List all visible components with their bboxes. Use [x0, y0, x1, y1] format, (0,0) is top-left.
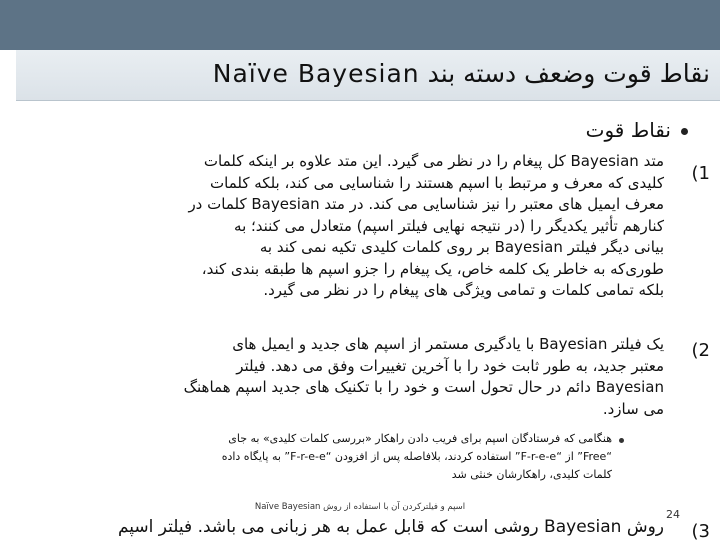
slide-footer: اسپم و فیلترکردن آن با استفاده از روش Naïve Bayesian — [254, 502, 466, 512]
item-1-line: معرف ایمیل های معتبر را نیز شناسایی می کند. در متد Bayesian کلمات در — [188, 195, 664, 213]
title-bar — [16, 50, 720, 101]
item-1-line: متد Bayesian کل پیغام را در نظر می گیرد. این متد علاوه بر اینکه کلمات — [203, 152, 664, 170]
sub-bullet-line: “Free” از “F-r-e-e” استفاده کردند، بلافاصله پس از افزودن “F-r-e-e” به پایگاه داده — [221, 450, 612, 463]
item-1-line: طوری‌که به خاطر یک کلمه خاص، یک پیغام را جزو اسپم ها طبقه بندی کند، — [201, 259, 664, 278]
item-1-text — [24, 151, 664, 302]
item-1-line: کلیدی که معرف و مرتبط با اسپم هستند را شناسایی می کند، بلکه کلمات — [210, 173, 664, 192]
slide-title — [213, 59, 710, 88]
slide-title-en: Naïve Bayesian — [212, 59, 420, 88]
item-1-line: بیانی دیگر فیلتر Bayesian بر روی کلمات کلیدی تکیه نمی کند به — [259, 238, 664, 256]
item-1-line: بلکه تمامی کلمات و تمامی ویژگی های پیغام را در نظر می گیرد. — [263, 281, 664, 299]
sub-bullet-line: هنگامی که فرستادگان اسپم برای فریب دادن راهکار «بررسی کلمات کلیدی» به جای — [228, 432, 612, 445]
sub-bullet-line: کلمات کلیدی، راهکارشان خنثی شد — [451, 468, 612, 481]
sub-bullet-text — [42, 430, 612, 484]
sub-bullet-icon — [619, 438, 624, 443]
bullet-icon — [681, 128, 688, 135]
header-band — [0, 0, 720, 50]
item-number-1: (1 — [691, 163, 710, 184]
section-heading — [586, 118, 688, 142]
item-2-line: Bayesian دائم در حال تحول است و خود را با تکنیک های جدید اسپم هماهنگ — [183, 378, 664, 396]
page-number: 24 — [666, 508, 680, 521]
slide-title-fa: نقاط قوت وضعف دسته بند — [427, 59, 710, 88]
item-2-line: معتبر جدید، به طور ثابت خود را با آخرین تغییرات وفق می دهد. فیلتر — [236, 356, 664, 375]
item-number-3: (3 — [691, 521, 710, 542]
item-2-line: یک فیلتر Bayesian با یادگیری مستمر از اسپم های جدید و ایمیل های — [232, 335, 664, 353]
item-3-text: روش Bayesian روشی است که قابل عمل به هر زبانی می باشد. فیلتر اسپم — [117, 517, 664, 537]
item-1-line: کنارهم تأثیر یکدیگر را (در نتیجه نهایی فیلتر اسپم) متعادل می کنند؛ به — [234, 216, 664, 235]
item-2-line: می سازد. — [602, 399, 664, 418]
item-number-2: (2 — [691, 340, 710, 361]
item-2-text — [24, 334, 664, 420]
section-label: نقاط قوت — [585, 118, 671, 142]
